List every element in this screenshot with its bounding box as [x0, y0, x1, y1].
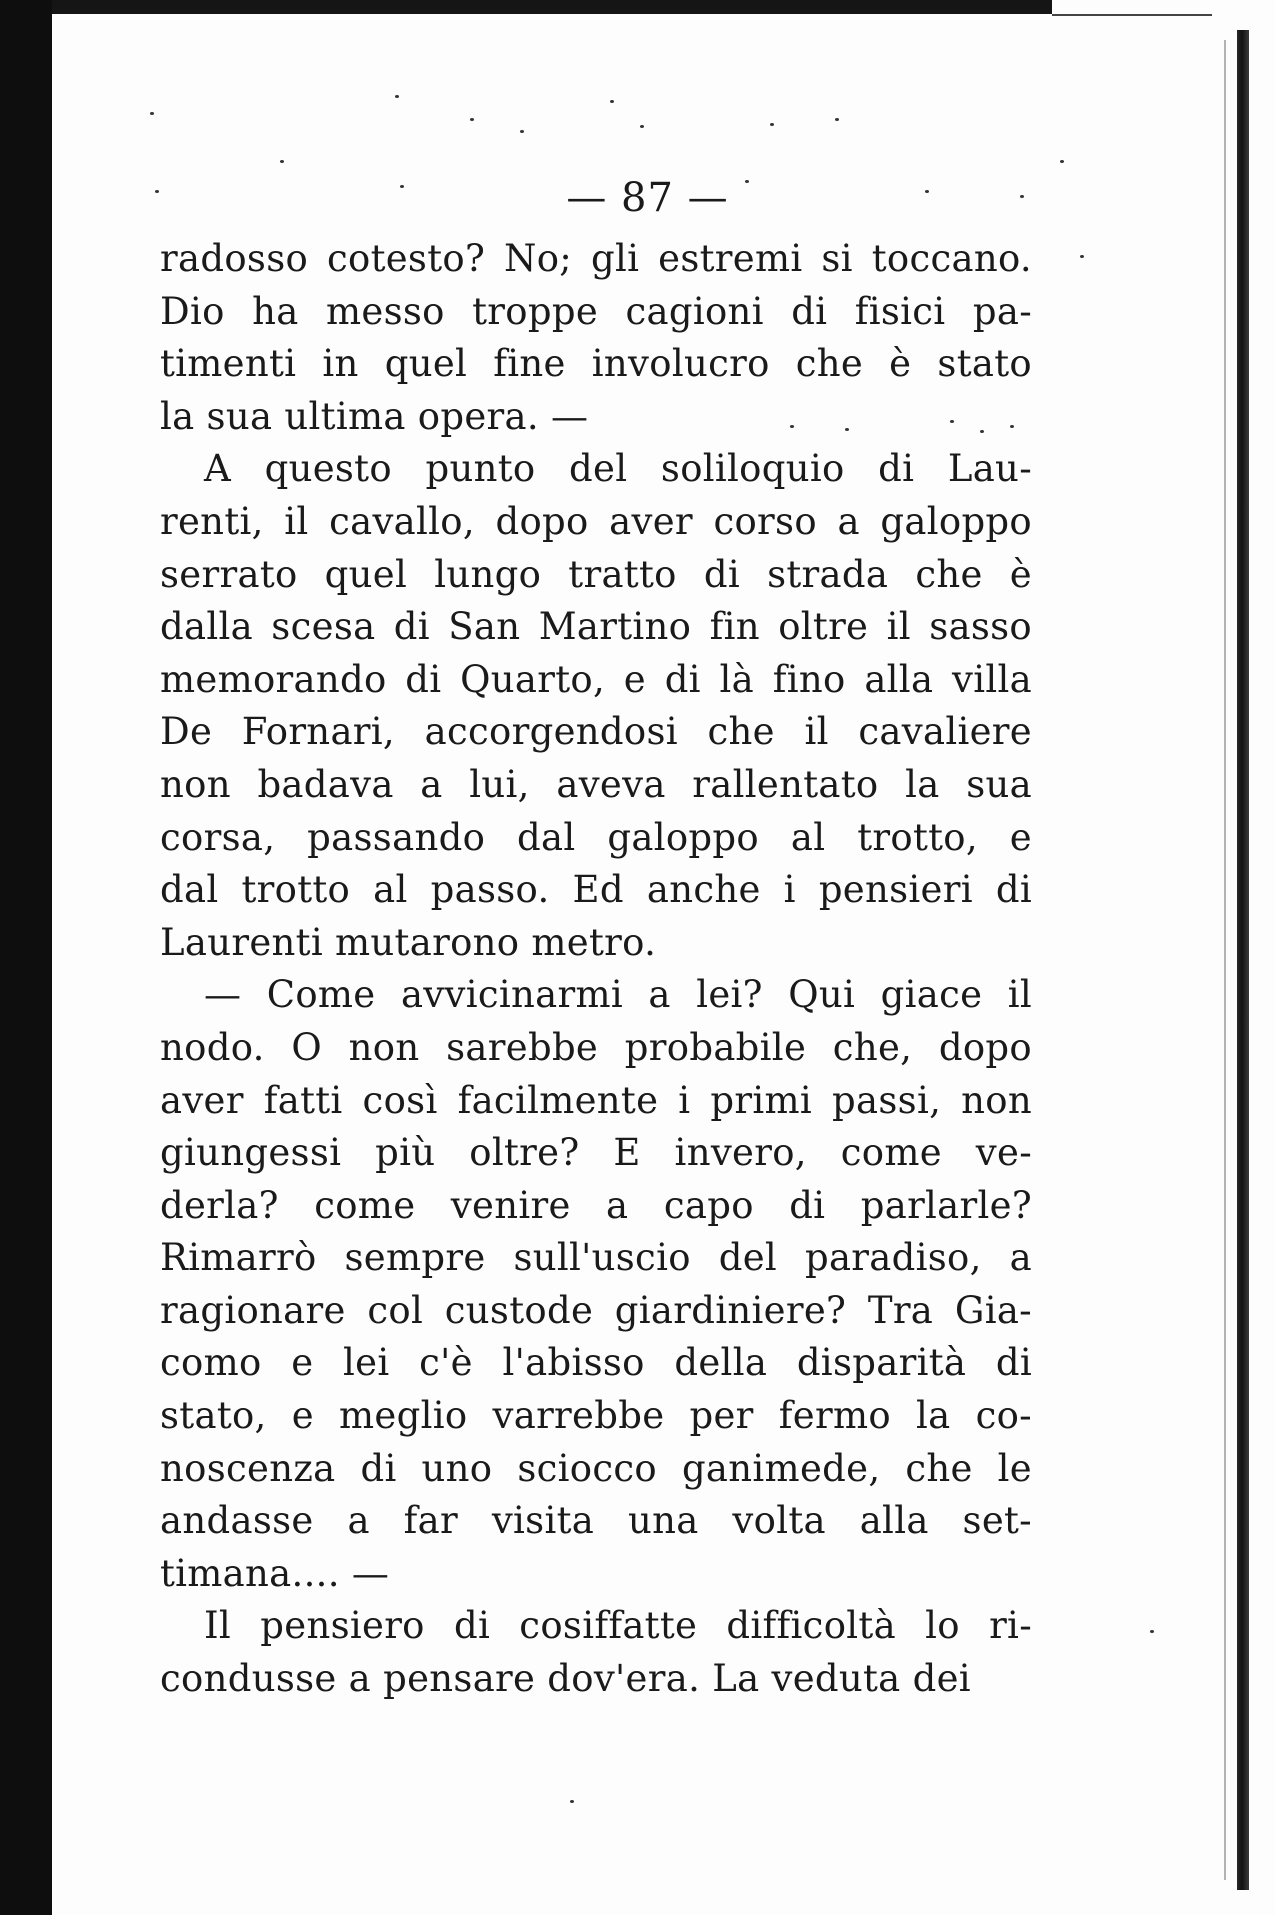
text-line: non badava a lui, aveva rallentato la sua: [160, 762, 1032, 806]
text-line: andasse a far visita una volta alla set-: [160, 1499, 1032, 1543]
scan-speck: [1080, 255, 1084, 258]
text-line: ragionare col custode giardiniere? Tra Gia-: [160, 1288, 1032, 1332]
scan-speck: [610, 100, 614, 103]
text-line: De Fornari, accorgendosi che il cavaliere: [160, 710, 1032, 754]
scan-speck: [570, 1800, 574, 1803]
text-line: noscenza di uno sciocco ganimede, che le: [160, 1446, 1032, 1490]
top-border-rule: [52, 0, 1052, 14]
binding-edge: [0, 0, 52, 1915]
scan-speck: [640, 125, 644, 128]
text-line: timenti in quel fine involucro che è stato: [160, 342, 1032, 386]
text-line: stato, e meglio varrebbe per fermo la co-: [160, 1394, 1032, 1438]
text-line: condusse a pensare dov'era. La veduta dei: [160, 1657, 971, 1701]
scan-speck: [1150, 1630, 1154, 1633]
text-line: como e lei c'è l'abisso della disparità di: [160, 1341, 1032, 1385]
text-line: la sua ultima opera. —: [160, 394, 589, 438]
text-line: memorando di Quarto, e di là fino alla villa: [160, 657, 1032, 701]
body-text: [160, 233, 1032, 1706]
text-line: derla? come venire a capo di parlarle?: [160, 1183, 1032, 1227]
right-page-edge: [1237, 30, 1249, 1890]
text-line: aver fatti così facilmente i primi passi, non: [160, 1078, 1032, 1122]
text-line: renti, il cavallo, dopo aver corso a galoppo: [160, 499, 1032, 543]
text-line: — Come avvicinarmi a lei? Qui giace il: [204, 973, 1032, 1017]
page-number: — 87 —: [566, 175, 729, 221]
scan-speck: [770, 123, 774, 126]
scan-speck: [280, 160, 284, 163]
text-line: giungessi più oltre? E invero, come ve-: [160, 1131, 1032, 1175]
right-page-edge-line: [1224, 40, 1226, 1880]
scan-speck: [1060, 160, 1064, 163]
scan-speck: [150, 112, 154, 115]
scan-speck: [470, 118, 474, 121]
text-line: Laurenti mutarono metro.: [160, 920, 657, 964]
text-line: serrato quel lungo tratto di strada che è: [160, 552, 1032, 596]
text-line: Rimarrò sempre sull'uscio del paradiso, a: [160, 1236, 1032, 1280]
scan-speck: [835, 118, 839, 121]
scan-speck: [395, 95, 399, 98]
text-line: nodo. O non sarebbe probabile che, dopo: [160, 1025, 1032, 1069]
top-border-rule-right: [1052, 14, 1212, 16]
text-line: Il pensiero di cosiffatte difficoltà lo ri-: [204, 1604, 1032, 1648]
text-line: A questo punto del soliloquio di Lau-: [204, 447, 1032, 491]
text-line: Dio ha messo troppe cagioni di fisici pa-: [160, 289, 1032, 333]
text-line: timana.... —: [160, 1551, 390, 1595]
text-line: radosso cotesto? No; gli estremi si toccano.: [160, 237, 1032, 280]
text-line: corsa, passando dal galoppo al trotto, e: [160, 815, 1032, 859]
text-line: dalla scesa di San Martino fin oltre il sasso: [160, 605, 1032, 649]
scan-speck: [520, 130, 524, 133]
text-line: dal trotto al passo. Ed anche i pensieri di: [160, 868, 1032, 912]
